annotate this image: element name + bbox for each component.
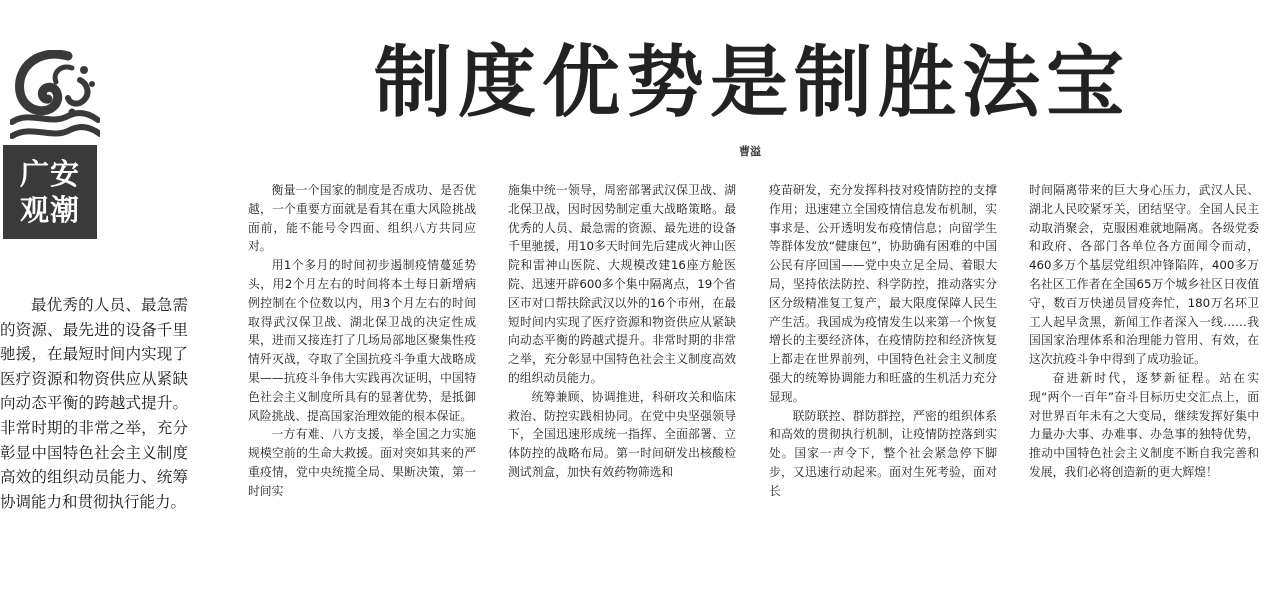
column-name-line-1: 广安 [19, 157, 80, 191]
byline: 曹溢 [739, 145, 761, 158]
article-column-1 [248, 181, 476, 601]
article-column-4 [1029, 181, 1259, 601]
headline: 制度优势是制胜法宝 [373, 37, 1130, 128]
column-badge [3, 145, 97, 239]
wave-logo-icon [10, 50, 100, 142]
article-column-2 [508, 181, 736, 601]
paragraph: 时间隔离带来的巨大身心压力，武汉人民、湖北人民咬紧牙关，团结坚守。全国人民主动取消聚会，克服困难就地隔离。各级党委和政府、各部门各单位各方面闻令而动，460多万个基层党组织冲锋陷阵，400多万名社区工作者在全国65万个城乡社区日夜值守，数百万快递员冒疫奔忙，180万名环卫工人起早贪黑，新闻工作者深入一线……我国国家治理体系和治理能力管用、有效，在这次抗疫斗争中得到了成功验证。 [1029, 183, 1259, 367]
paragraph: 统筹兼顾、协调推进，科研攻关和临床救治、防控实践相协同。在党中央坚强领导下，全国迅速形成统一指挥、全面部署、立体防控的战略布局。第一时间研发出核酸检测试剂盒，加快有效药物筛选和 [508, 389, 736, 479]
column-name-line-2: 观潮 [19, 193, 80, 227]
paragraph: 衡量一个国家的制度是否成功、是否优越，一个重要方面就是看其在重大风险挑战面前，能不能号令四面、组织八方共同应对。 [248, 183, 476, 254]
paragraph: 奋进新时代，逐梦新征程。站在实现“两个一百年”奋斗目标历史交汇点上，面对世界百年未有之大变局，继续发挥好集中力量办大事、办难事、办急事的独特优势，推动中国特色社会主义制度不断自我完善和发展，我们必将创造新的更大辉煌！ [1029, 370, 1259, 479]
paragraph: 联防联控、群防群控，严密的组织体系和高效的贯彻执行机制，让疫情防控落到实处。国家一声令下，整个社会紧急停下脚步，又迅速行动起来。面对生死考验，面对长 [769, 408, 997, 498]
pullquote: 最优秀的人员、最急需的资源、最先进的设备千里驰援，在最短时间内实现了医疗资源和物资供应从紧缺向动态平衡的跨越式提升。非常时期的非常之举，充分彰显中国特色社会主义制度高效的组织动员能力、统筹协调能力和贯彻执行能力。 [0, 296, 188, 511]
paragraph: 一方有难、八方支援，举全国之力实施规模空前的生命大救援。面对突如其来的严重疫情，党中央统揽全局、果断决策，第一时间实 [248, 427, 476, 498]
paragraph: 施集中统一领导，周密部署武汉保卫战、湖北保卫战，因时因势制定重大战略策略。最优秀的人员、最急需的资源、最先进的设备千里驰援，用10多天时间先后建成火神山医院和雷神山医院、大规模改建16座方舱医院、迅速开辟600多个集中隔离点，19个省区市对口帮扶除武汉以外的16个市州，在最短时间内实现了医疗资源和物资供应从紧缺向动态平衡的跨越式提升。非常时期的非常之举，充分彰显中国特色社会主义制度高效的组织动员能力。 [508, 183, 736, 385]
article-column-3 [769, 181, 997, 601]
paragraph: 疫苗研发，充分发挥科技对疫情防控的支撑作用；迅速建立全国疫情信息发布机制，实事求是、公开透明发布疫情信息；向留学生等群体发放“健康包”，协助确有困难的中国公民有序回国——党中央立足全局、着眼大局，坚持依法防控、科学防控，推动落实分区分级精准复工复产，最大限度保障人民生产生活。我国成为疫情发生以来第一个恢复增长的主要经济体，在疫情防控和经济恢复上都走在世界前列，中国特色社会主义制度强大的统筹协调能力和旺盛的生机活力充分显现。 [769, 183, 997, 404]
paragraph: 用1个多月的时间初步遏制疫情蔓延势头，用2个月左右的时间将本土每日新增病例控制在个位数以内，用3个月左右的时间取得武汉保卫战、湖北保卫战的决定性成果，进而又接连打了几场局部地区聚集性疫情歼灭战，夺取了全国抗疫斗争重大战略成果——抗疫斗争伟大实践再次证明，中国特色社会主义制度所具有的显著优势，是抵御风险挑战、提高国家治理效能的根本保证。 [248, 258, 476, 423]
